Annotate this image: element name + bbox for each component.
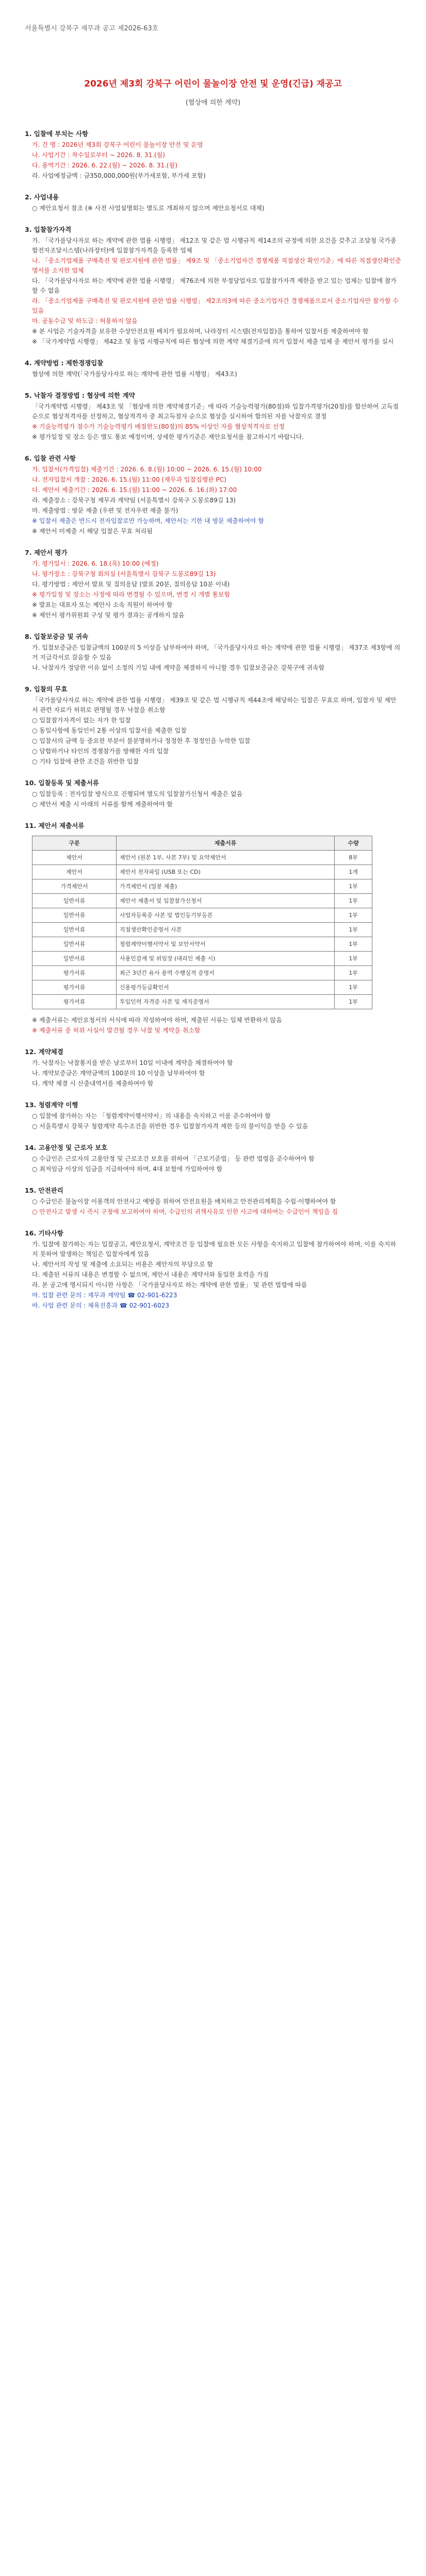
table-cell-qty: 1부 <box>335 908 372 923</box>
section-heading: 16. 기타사항 <box>25 1229 63 1237</box>
section-line: 마. 공동수급 및 하도급 : 허용하지 않음 <box>32 317 138 325</box>
section-line: 다. 「국가를당사자로 하는 계약에 관한 법률 시행령」 제76조에 의한 부정당업자로 입찰참가자격 제한을 받고 있는 업체는 입찰에 참가할 수 없음 <box>32 277 397 294</box>
table-row <box>32 851 372 865</box>
table-cell-cat: 일반서류 <box>32 952 117 966</box>
notice-section <box>25 821 401 1036</box>
table-row <box>32 937 372 952</box>
table-cell-doc: 투입인력 자격증 사본 및 재직증명서 <box>117 995 335 1009</box>
section-line: ○ 서울특별시 강북구 청렴계약 특수조건을 위반한 경우 입찰참가자격 제한 등의 불이익을 받을 수 있음 <box>32 1123 308 1130</box>
table-cell-qty: 1부 <box>335 894 372 908</box>
section-line: ※ 본 사업은 기술자격을 보유한 수상안전요원 배치가 필요하며, 나라장터 시스템(전자입찰)을 통하여 입찰서를 제출하여야 함 <box>32 328 369 335</box>
table-cell-doc: 최근 3년간 유사 용역 수행실적 증명서 <box>117 966 335 980</box>
section-line: ○ 입찰에 참가하는 자는 「청렴계약이행서약서」의 내용을 숙지하고 이를 준수하여야 함 <box>32 1112 271 1120</box>
notice-section <box>25 1047 401 1089</box>
table-cell-cat: 가격제안서 <box>32 879 117 894</box>
table-row <box>32 894 372 908</box>
table-cell-doc: 제안서 전자파일 (USB 또는 CD) <box>117 865 335 879</box>
section-line: 가. 「국가를당사자로 하는 계약에 관한 법률 시행령」 제12조 및 같은 법 시행규칙 제14조의 규정에 의한 요건을 갖추고 조달청 국가종합전자조달시스템(나라장터)에 입찰참가자격을 등록한 업체 <box>32 237 397 254</box>
section-line: ※ 제안서 평가위원회 구성 및 평가 결과는 공개하지 않음 <box>32 612 185 619</box>
section-line: ○ 기타 입찰에 관한 조건을 위반한 입찰 <box>32 758 139 765</box>
notice-section <box>25 192 401 213</box>
table-header-cell: 제출서류 <box>117 836 335 851</box>
table-cell-qty: 1부 <box>335 980 372 995</box>
table-cell-qty: 8부 <box>335 851 372 865</box>
section-line: 나. 「중소기업제품 구매촉진 및 판로지원에 관한 법률」 제9조 및 「중소기업자간 경쟁제품 직접생산 확인기준」에 따른 직접생산확인증명서를 소지한 업체 <box>32 257 401 274</box>
table-cell-cat: 평가서류 <box>32 980 117 995</box>
section-line: ○ 담합하거나 타인의 경쟁참가를 방해한 자의 입찰 <box>32 748 169 755</box>
notice-section <box>25 129 401 181</box>
section-line: ○ 수급인은 물놀이장 이용객의 안전사고 예방을 위하여 안전요원을 배치하고 안전관리계획을 수립·이행하여야 함 <box>32 1198 336 1205</box>
table-cell-qty: 1부 <box>335 879 372 894</box>
section-heading: 15. 안전관리 <box>25 1187 63 1194</box>
section-heading: 12. 계약체결 <box>25 1048 63 1056</box>
table-cell-doc: 제안서 (원본 1부, 사본 7부) 및 요약제안서 <box>117 851 335 865</box>
table-cell-qty: 1부 <box>335 966 372 980</box>
document-title: 2026년 제3회 강북구 어린이 물놀이장 안전 및 운영(긴급) 재공고 <box>84 79 342 89</box>
table-cell-qty: 1부 <box>335 937 372 952</box>
section-line: ○ 수급인은 근로자의 고용안정 및 근로조건 보호를 위하여 「근로기준법」 등 관련 법령을 준수하여야 함 <box>32 1155 315 1162</box>
section-heading: 13. 청렴계약 이행 <box>25 1101 78 1109</box>
section-heading: 3. 입찰참가자격 <box>25 226 72 233</box>
section-line: ※ 입찰서 제출은 반드시 전자입찰로만 가능하며, 제안서는 기한 내 방문 제출하여야 함 <box>32 517 264 524</box>
section-heading: 4. 계약방법 : 제한경쟁입찰 <box>25 359 104 367</box>
section-line: 다. 계약 체결 시 산출내역서를 제출하여야 함 <box>32 1080 154 1087</box>
notice-section <box>25 358 401 379</box>
section-line: 나. 계약보증금은 계약금액의 100분의 10 이상을 납부하여야 함 <box>32 1070 205 1077</box>
section-heading: 2. 사업내용 <box>25 193 59 201</box>
notice-section <box>25 548 401 620</box>
section-line: ※ 기술능력평가 점수가 기술능력평가 배점한도(80점)의 85% 이상인 자를 협상적격자로 선정 <box>32 423 285 430</box>
section-line: 마. 제출방법 : 방문 제출 (우편 및 전자우편 제출 불가) <box>32 507 178 514</box>
submission-table-wrap <box>32 836 401 1009</box>
table-cell-doc: 사용인감계 및 위임장 (대리인 제출 시) <box>117 952 335 966</box>
document-subtitle: (협상에 의한 계약) <box>185 99 241 107</box>
table-cell-qty: 1개 <box>335 865 372 879</box>
section-line: ○ 입찰서의 금액 등 중요한 부분이 불분명하거나 정정한 후 정정인을 누락한 입찰 <box>32 737 251 744</box>
table-cell-cat: 일반서류 <box>32 894 117 908</box>
table-row <box>32 952 372 966</box>
table-cell-qty: 1부 <box>335 952 372 966</box>
section-line: ○ 입찰참가자격이 없는 자가 한 입찰 <box>32 717 131 724</box>
table-row <box>32 995 372 1009</box>
table-cell-doc: 직접생산확인증명서 사본 <box>117 923 335 937</box>
notice-section <box>25 1185 401 1217</box>
table-row <box>32 923 372 937</box>
section-line: ○ 제안서 제출 시 아래의 서류를 함께 제출하여야 함 <box>32 801 173 808</box>
section-line: 라. 사업예정금액 : 금350,000,000원(부가세포함, 부가세 포함) <box>32 172 206 179</box>
table-header-cell: 구분 <box>32 836 117 851</box>
table-cell-doc: 가격제안서 (밀봉 제출) <box>117 879 335 894</box>
section-line: 가. 입찰에 참가하는 자는 입찰공고, 제안요청서, 계약조건 등 입찰에 필요한 모든 사항을 숙지하고 입찰에 참가하여야 하며, 이를 숙지하지 못하여 발생하는 책임은 입찰자에게 있음 <box>32 1241 397 1258</box>
table-cell-cat: 일반서류 <box>32 923 117 937</box>
table-cell-doc: 청렴계약이행서약서 및 보안서약서 <box>117 937 335 952</box>
section-heading: 9. 입찰의 무효 <box>25 685 68 693</box>
table-cell-cat: 일반서류 <box>32 937 117 952</box>
notice-section <box>25 391 401 442</box>
section-line: 가. 입찰보증금은 입찰금액의 100분의 5 이상을 납부하여야 하며, 「국가를당사자로 하는 계약에 관한 법률 시행령」 제37조 제3항에 의거 지급각서로 갈음할 수 있음 <box>32 644 401 661</box>
section-line: ※ 평가일정 및 장소 등은 별도 통보 예정이며, 상세한 평가기준은 제안요청서를 참고하시기 바랍니다. <box>32 433 304 440</box>
section-line: ○ 안전사고 발생 시 즉시 구청에 보고하여야 하며, 수급인의 귀책사유로 인한 사고에 대하여는 수급인이 책임을 짐 <box>32 1208 338 1215</box>
notice-section <box>25 453 401 536</box>
section-line: 가. 낙찰자는 낙찰통지를 받은 날로부터 10일 이내에 계약을 체결하여야 함 <box>32 1059 233 1066</box>
section-line: 다. 용역기간 : 2026. 6. 22.(월) ~ 2026. 8. 31.(월) <box>32 162 177 169</box>
section-heading: 1. 입찰에 부치는 사항 <box>25 130 89 138</box>
section-line: 라. 제출장소 : 강북구청 재무과 계약팀 (서울특별시 강북구 도봉로89길 13) <box>32 497 236 504</box>
section-line: ○ 최저임금 이상의 임금을 지급하여야 하며, 4대 보험에 가입하여야 함 <box>32 1165 223 1173</box>
section-line: ※ 제출서류 중 허위 사실이 발견될 경우 낙찰 및 계약을 취소함 <box>32 1027 201 1034</box>
table-cell-qty: 1부 <box>335 995 372 1009</box>
section-line: 나. 사업기간 : 착수일로부터 ~ 2026. 8. 31.(월) <box>32 151 165 159</box>
section-line: ○ 동일사항에 동일인이 2통 이상의 입찰서를 제출한 입찰 <box>32 727 187 734</box>
section-line: 나. 제안서의 작성 및 제출에 소요되는 비용은 제안자의 부담으로 함 <box>32 1261 214 1268</box>
table-row <box>32 908 372 923</box>
section-heading: 10. 입찰등록 및 제출서류 <box>25 779 99 787</box>
section-line: ※ 제출서류는 제안요청서의 서식에 따라 작성하여야 하며, 제출된 서류는 일체 반환하지 않음 <box>32 1016 282 1024</box>
section-line: ※ 평가일정 및 장소는 사정에 따라 변경될 수 있으며, 변경 시 개별 통보함 <box>32 591 231 598</box>
section-line: 바. 사업 관련 문의 : 체육진흥과 ☎ 02-901-6023 <box>32 1302 169 1309</box>
section-line: ※ 「국가계약법 시행령」 제42조 및 동법 시행규칙에 따른 협상에 의한 계약 체결기준에 의거 입찰서 제출 업체 중 제안서 평가를 실시 <box>32 338 394 345</box>
section-heading: 14. 고용안정 및 근로자 보호 <box>25 1144 108 1151</box>
section-heading: 11. 제안서 제출서류 <box>25 822 85 829</box>
table-cell-doc: 신용평가등급확인서 <box>117 980 335 995</box>
section-heading: 7. 제안서 평가 <box>25 549 68 556</box>
notice-body <box>25 129 401 1322</box>
notice-section <box>25 1143 401 1174</box>
section-heading: 6. 입찰 관련 사항 <box>25 454 76 462</box>
section-line: 나. 평가장소 : 강북구청 회의실 (서울특별시 강북구 도봉로89길 13) <box>32 570 216 578</box>
section-line: 마. 입찰 관련 문의 : 재무과 계약팀 ☎ 02-901-6223 <box>32 1292 177 1299</box>
section-line: 라. 본 공고에 명시되지 아니한 사항은 「국가를당사자로 하는 계약에 관한 법률」 및 관련 법령에 따름 <box>32 1281 307 1289</box>
table-header-row <box>32 836 372 851</box>
notice-section <box>25 778 401 809</box>
notice-number: 서울특별시 강북구 재무과 공고 제2026-63호 <box>25 25 159 32</box>
table-cell-cat: 평가서류 <box>32 995 117 1009</box>
section-line: 가. 평가일시 : 2026. 6. 18.(목) 10:00 (예정) <box>32 560 159 567</box>
submission-documents-table <box>32 836 372 1009</box>
section-line: 다. 평가방법 : 제안서 발표 및 질의응답 (발표 20분, 질의응답 10분 이내) <box>32 581 230 588</box>
section-line: 가. 입찰서(가격입찰) 제출기간 : 2026. 6. 8.(월) 10:00 ~ 2026. 6. 15.(월) 10:00 <box>32 466 262 473</box>
notice-section <box>25 1100 401 1131</box>
table-cell-cat: 제안서 <box>32 851 117 865</box>
table-cell-qty: 1부 <box>335 923 372 937</box>
section-heading: 5. 낙찰자 결정방법 : 협상에 의한 계약 <box>25 392 135 399</box>
notice-section <box>25 684 401 767</box>
section-line: ※ 발표는 대표자 또는 제안사 소속 직원이 하여야 함 <box>32 601 173 608</box>
table-row <box>32 865 372 879</box>
table-row <box>32 980 372 995</box>
section-line: 「국가를당사자로 하는 계약에 관한 법률 시행령」 제39조 및 같은 법 시행규칙 제44조에 해당하는 입찰은 무효로 하며, 입찰자 및 제안서 관련 자료가 허위로 판명될 경우 낙찰을 취소함 <box>32 697 397 714</box>
table-header-cell: 수량 <box>335 836 372 851</box>
section-line: 협상에 의한 계약(「국가를당사자로 하는 계약에 관한 법률 시행령」 제43조) <box>32 370 237 378</box>
table-cell-cat: 제안서 <box>32 865 117 879</box>
section-line: ○ 입찰등록 : 전자입찰 방식으로 진행되며 별도의 입찰참가신청서 제출은 없음 <box>32 790 243 798</box>
section-heading: 8. 입찰보증금 및 귀속 <box>25 633 89 640</box>
section-line: 라. 「중소기업제품 구매촉진 및 판로지원에 관한 법률 시행령」 제2조의3에 따른 중소기업자간 경쟁제품으로서 중소기업자만 참가할 수 있음 <box>32 297 399 314</box>
notice-section <box>25 632 401 673</box>
notice-section <box>25 225 401 347</box>
section-line: ○ 제안요청서 참조 (※ 사전 사업설명회는 별도로 개최하지 않으며 제안요청서로 대체) <box>32 205 265 212</box>
section-line: 나. 전자입찰서 개찰 : 2026. 6. 15.(월) 11:00 (재무과 입찰집행관 PC) <box>32 476 226 483</box>
section-line: 나. 낙찰자가 정당한 이유 없이 소정의 기일 내에 계약을 체결하지 아니할 경우 입찰보증금은 강북구에 귀속함 <box>32 664 325 671</box>
section-line: 「국가계약법 시행령」 제43조 및 「협상에 의한 계약체결기준」에 따라 기술능력평가(80점)와 입찰가격평가(20점)를 합산하여 고득점 순으로 협상적격자를 선정하고, 협상적격자 중 최고득점자 순으로 협상을 실시하여 합의된 자를 낙찰자로 결정 <box>32 403 399 420</box>
table-cell-cat: 평가서류 <box>32 966 117 980</box>
section-line: 다. 제안서 제출기간 : 2026. 6. 15.(월) 11:00 ~ 2026. 6. 16.(화) 17:00 <box>32 486 237 494</box>
section-line: 가. 건 명 : 2026년 제3회 강북구 어린이 물놀이장 안전 및 운영 <box>32 141 203 148</box>
table-row <box>32 966 372 980</box>
notice-section <box>25 1228 401 1311</box>
table-cell-doc: 제안서 제출서 및 입찰참가신청서 <box>117 894 335 908</box>
table-cell-doc: 사업자등록증 사본 및 법인등기부등본 <box>117 908 335 923</box>
section-line: 다. 제출된 서류의 내용은 변경할 수 없으며, 제안서 내용은 계약서와 동일한 효력을 가짐 <box>32 1271 269 1278</box>
table-cell-cat: 일반서류 <box>32 908 117 923</box>
table-row <box>32 879 372 894</box>
section-line: ※ 제안서 미제출 시 해당 입찰은 무효 처리됨 <box>32 528 153 535</box>
